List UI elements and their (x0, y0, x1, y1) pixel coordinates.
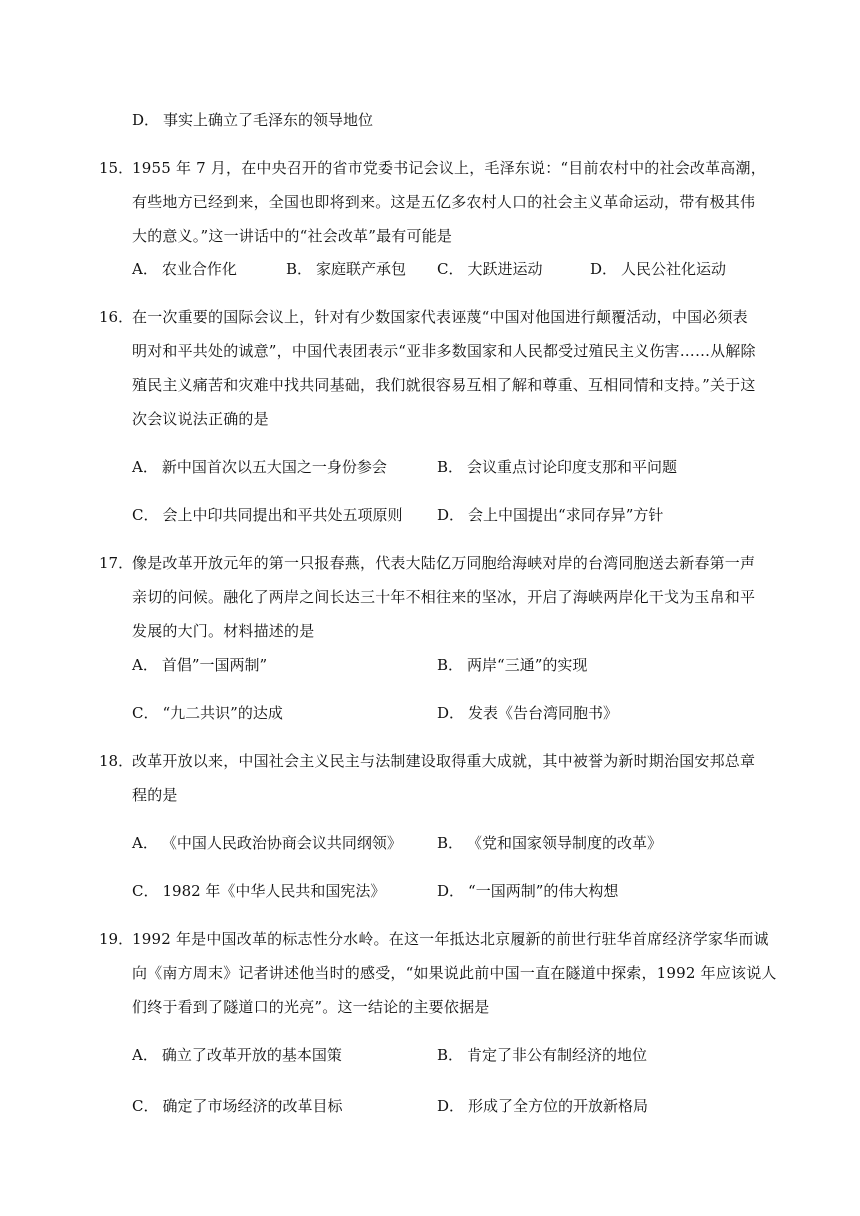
question-text-line: 次会议说法正确的是 (132, 410, 269, 428)
option-text: 新中国首次以五大国之一身份参会 (161, 458, 387, 476)
option-text: “一国两制”的伟大构想 (468, 882, 619, 900)
option-letter: D． (132, 111, 160, 129)
q17-option-b (437, 655, 587, 675)
option-letter: C． (132, 704, 159, 722)
option-text: 《中国人民政治协商会议共同纲领》 (161, 834, 402, 852)
q16-option-a (132, 457, 387, 477)
question-text-line: 在一次重要的国际会议上，针对有少数国家代表诬蔑“中国对他国进行颠覆活动，中国必须表 (132, 308, 748, 326)
option-text: 大跃进运动 (467, 260, 543, 278)
q15-option-b (286, 259, 406, 279)
option-letter: D． (437, 704, 465, 722)
option-text: 首倡”一国两制” (161, 656, 268, 674)
option-text: 事实上确立了毛泽东的领导地位 (163, 111, 374, 129)
option-letter: D． (437, 882, 465, 900)
q16-option-b (437, 457, 677, 477)
option-letter: A． (132, 458, 158, 476)
option-text: 家庭联产承包 (316, 260, 407, 278)
option-letter: C． (132, 882, 159, 900)
question-number: 16． (99, 308, 134, 326)
option-letter: A． (132, 260, 158, 278)
question-text-line: 1992 年是中国改革的标志性分水岭。在这一年抵达北京履新的前世行驻华首席经济学家华而诚 (132, 930, 769, 948)
option-text: 确定了市场经济的改革目标 (162, 1097, 343, 1115)
option-letter: C． (132, 506, 159, 524)
option-text: 1982 年《中华人民共和国宪法》 (162, 882, 386, 900)
q15-option-a (132, 259, 237, 279)
option-text: 会上中国提出“求同存异”方针 (468, 506, 664, 524)
question-text-line: 发展的大门。材料描述的是 (132, 622, 315, 640)
option-letter: B． (437, 834, 464, 852)
option-letter: A． (132, 1046, 158, 1064)
question-text-line: 们终于看到了隧道口的光亮”。这一结论的主要依据是 (132, 998, 490, 1016)
q17-option-c (132, 703, 283, 723)
question-text-line: 像是改革开放元年的第一只报春燕，代表大陆亿万同胞给海峡对岸的台湾同胞送去新春第一声 (132, 554, 756, 572)
option-letter: C． (132, 1097, 159, 1115)
option-letter: B． (286, 260, 313, 278)
option-letter: C． (437, 260, 464, 278)
question-number: 17． (99, 554, 134, 572)
option-text: 《党和国家领导制度的改革》 (467, 834, 663, 852)
option-letter: D． (437, 506, 465, 524)
question-text-line: 1955 年 7 月，在中央召开的省市党委书记会议上，毛泽东说：“目前农村中的社会改革高潮， (132, 159, 766, 177)
q16-option-c (132, 505, 403, 525)
question-text-line: 明对和平共处的诚意”，中国代表团表示“亚非多数国家和人民都受过殖民主义伤害……从解除 (132, 342, 756, 360)
question-number: 18． (99, 752, 134, 770)
option-letter: A． (132, 834, 158, 852)
q17-option-d (437, 703, 618, 723)
q18-option-d (437, 881, 618, 901)
q19-option-b (437, 1045, 647, 1065)
option-text: 肯定了非公有制经济的地位 (467, 1046, 648, 1064)
option-letter: D． (437, 1097, 465, 1115)
option-letter: A． (132, 656, 158, 674)
q17-option-a (132, 655, 267, 675)
question-text-line: 殖民主义痛苦和灾难中找共同基础，我们就很容易互相了解和尊重、互相同情和支持。”关于这 (132, 376, 756, 394)
option-letter: B． (437, 458, 464, 476)
question-text-line: 亲切的问候。融化了两岸之间长达三十年不相往来的坚冰，开启了海峡两岸化干戈为玉帛和平 (132, 588, 756, 606)
option-text: “九二共识”的达成 (162, 704, 283, 722)
option-text: 形成了全方位的开放新格局 (468, 1097, 649, 1115)
q18-option-b (437, 833, 662, 853)
q19-option-c (132, 1096, 343, 1116)
q18-option-c (132, 881, 385, 901)
option-text: 会上中印共同提出和平共处五项原则 (162, 506, 403, 524)
question-text-line: 有些地方已经到来，全国也即将到来。这是五亿多农村人口的社会主义革命运动，带有极其伟 (132, 193, 756, 211)
option-letter: D． (590, 260, 618, 278)
option-letter: B． (437, 656, 464, 674)
q18-option-a (132, 833, 402, 853)
question-text-line: 大的意义。”这一讲话中的“社会改革”最有可能是 (132, 227, 453, 245)
question-number: 19． (99, 930, 134, 948)
q15-option-c (437, 259, 543, 279)
question-number: 15． (99, 159, 134, 177)
option-text: 发表《告台湾同胞书》 (468, 704, 619, 722)
q14-option-d (132, 110, 373, 130)
q16-option-d (437, 505, 663, 525)
question-text-line: 程的是 (132, 786, 178, 804)
q19-option-a (132, 1045, 342, 1065)
option-text: 农业合作化 (161, 260, 237, 278)
option-letter: B． (437, 1046, 464, 1064)
question-text-line: 向《南方周末》记者讲述他当时的感受，“如果说此前中国一直在隧道中探索，1992 年应该说人 (132, 964, 777, 982)
q19-option-d (437, 1096, 648, 1116)
question-text-line: 改革开放以来，中国社会主义民主与法制建设取得重大成就，其中被誉为新时期治国安邦总章 (132, 752, 756, 770)
option-text: 两岸“三通”的实现 (467, 656, 588, 674)
option-text: 会议重点讨论印度支那和平问题 (467, 458, 678, 476)
q15-option-d (590, 259, 726, 279)
option-text: 人民公社化运动 (621, 260, 727, 278)
option-text: 确立了改革开放的基本国策 (161, 1046, 342, 1064)
